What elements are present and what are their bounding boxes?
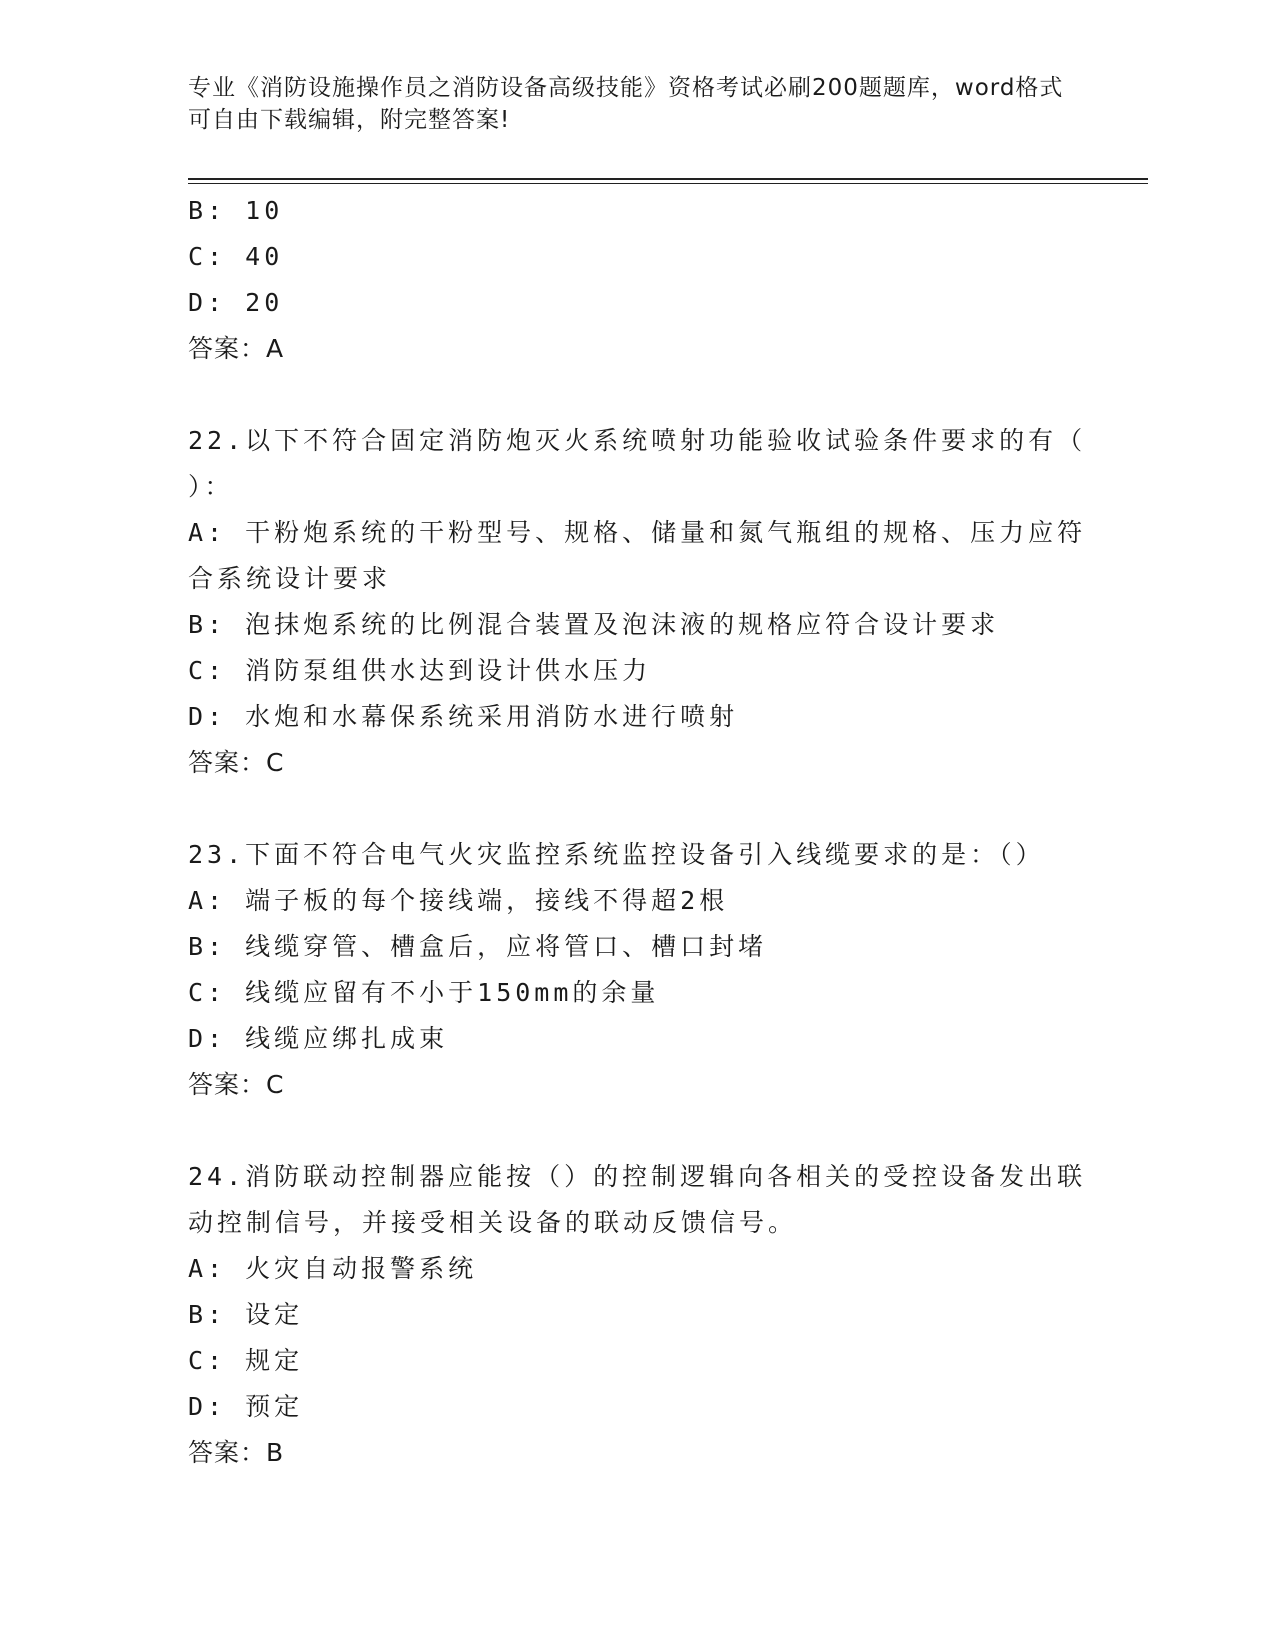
option-a: A: 干粉炮系统的干粉型号、规格、储量和氮气瓶组的规格、压力应符合系统设计要求 — [188, 518, 1087, 593]
question-stem: 22.以下不符合固定消防炮灭火系统喷射功能验收试验条件要求的有（ ）： — [188, 426, 1087, 501]
option-a: A: 火灾自动报警系统 — [188, 1254, 478, 1283]
answer: 答案：A — [188, 334, 285, 363]
question-stem: 24.消防联动控制器应能按（）的控制逻辑向各相关的受控设备发出联动控制信号，并接受相关设备的联动反馈信号。 — [188, 1162, 1087, 1237]
question-22 — [188, 418, 1088, 786]
header-divider — [188, 178, 1148, 180]
option-b: B: 线缆穿管、槽盒后，应将管口、槽口封堵 — [188, 932, 768, 961]
question-24 — [188, 1154, 1088, 1476]
answer: 答案：C — [188, 1070, 285, 1099]
option-a: A: 端子板的每个接线端，接线不得超2根 — [188, 886, 729, 915]
option-c: C: 规定 — [188, 1346, 304, 1375]
option-b: B: 泡抹炮系统的比例混合装置及泡沫液的规格应符合设计要求 — [188, 610, 1000, 639]
option-b: B: 设定 — [188, 1300, 304, 1329]
option-b: B: 10 — [188, 196, 284, 225]
option-d: D: 线缆应绑扎成束 — [188, 1024, 449, 1053]
option-c: C: 线缆应留有不小于150mm的余量 — [188, 978, 660, 1007]
question-23 — [188, 832, 1088, 1108]
header-divider-thin — [188, 183, 1148, 184]
option-d: D: 水炮和水幕保系统采用消防水进行喷射 — [188, 702, 739, 731]
prev-question-tail — [188, 188, 1088, 372]
question-content — [188, 188, 1088, 1476]
option-c: C: 40 — [188, 242, 284, 271]
option-d: D: 20 — [188, 288, 284, 317]
question-stem: 23.下面不符合电气火灾监控系统监控设备引入线缆要求的是：（） — [188, 840, 1045, 869]
document-header: 专业《消防设施操作员之消防设备高级技能》资格考试必刷200题题库，word格式可自由下载编辑，附完整答案! — [188, 75, 1064, 133]
answer: 答案：B — [188, 1438, 285, 1467]
option-d: D: 预定 — [188, 1392, 304, 1421]
answer: 答案：C — [188, 748, 285, 777]
option-c: C: 消防泵组供水达到设计供水压力 — [188, 656, 652, 685]
